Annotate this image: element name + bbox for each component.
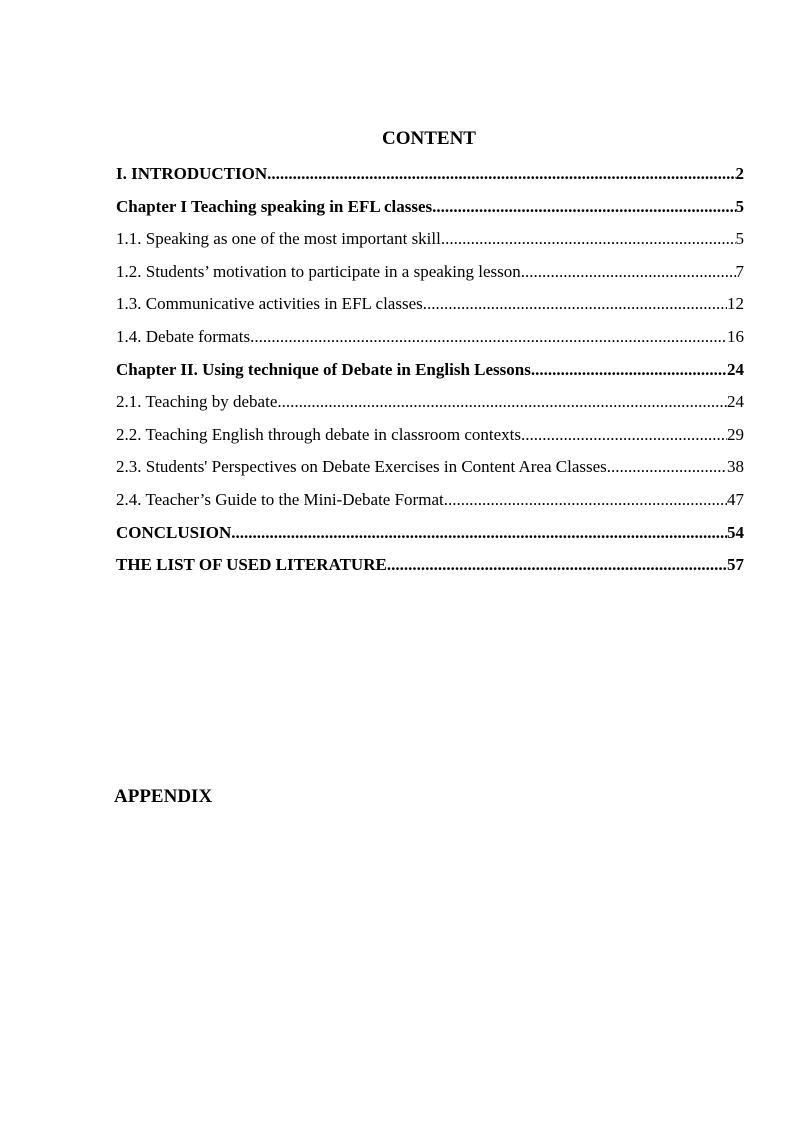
toc-entry — [116, 195, 744, 228]
toc-entry-label: 1.4. Debate formats — [116, 326, 251, 346]
dot-leader — [231, 521, 727, 545]
toc-entry — [116, 455, 744, 488]
dot-leader — [521, 260, 736, 284]
toc-entry-page: 54 — [727, 522, 744, 542]
toc-entry — [116, 358, 744, 391]
toc-entry-label: Chapter II. Using technique of Debate in English Lessons — [116, 359, 531, 379]
toc-entry-label: THE LIST OF USED LITERATURE — [116, 555, 387, 575]
toc-entry-label: 2.3. Students' Perspectives on Debate Exercises in Content Area Classes — [116, 457, 607, 477]
dot-leader — [267, 162, 735, 186]
toc-entry-page: 5 — [735, 196, 744, 216]
toc-entry — [116, 521, 744, 554]
dot-leader — [444, 488, 727, 512]
toc-entry-label: 2.1. Teaching by debate — [116, 392, 278, 412]
page-title: CONTENT — [382, 128, 476, 149]
toc-entry — [116, 423, 744, 456]
toc-entry-page: 2 — [735, 164, 744, 183]
toc-entry — [116, 553, 744, 586]
toc-entry-label: 2.4. Teacher’s Guide to the Mini-Debate Format — [116, 489, 444, 509]
toc-entry-label: 1.3. Communicative activities in EFL classes — [116, 294, 423, 314]
toc-entry — [116, 325, 744, 358]
toc-entry-page: 7 — [735, 261, 744, 281]
toc-entry-label: CONCLUSION — [116, 522, 232, 542]
dot-leader — [607, 455, 727, 479]
dot-leader — [531, 358, 727, 382]
toc-entry-page: 5 — [735, 229, 744, 249]
toc-entry-page: 57 — [727, 555, 744, 575]
dot-leader — [441, 227, 736, 251]
dot-leader — [432, 195, 735, 219]
toc-entry-label: I. INTRODUCTION — [116, 164, 268, 183]
dot-leader — [387, 553, 727, 577]
toc-entry-page: 24 — [727, 392, 744, 412]
table-of-contents — [116, 162, 744, 586]
toc-entry-label: 1.2. Students’ motivation to participate in a speaking lesson — [116, 261, 521, 281]
toc-entry — [116, 227, 744, 260]
toc-entry-page: 12 — [727, 294, 744, 314]
toc-entry-label: 1.1. Speaking as one of the most important skill — [116, 229, 441, 249]
toc-entry — [116, 162, 744, 195]
toc-entry — [116, 390, 744, 423]
dot-leader — [277, 390, 727, 414]
appendix-heading: APPENDIX — [114, 786, 213, 807]
toc-entry-page: 47 — [727, 489, 744, 509]
toc-entry-label: Chapter I Teaching speaking in EFL classes — [116, 196, 433, 216]
dot-leader — [423, 292, 727, 316]
toc-entry-page: 24 — [727, 359, 744, 379]
toc-entry-label: 2.2. Teaching English through debate in classroom contexts — [116, 424, 521, 444]
toc-entry-page: 38 — [727, 457, 744, 477]
toc-entry — [116, 260, 744, 293]
toc-entry-page: 16 — [727, 326, 744, 346]
dot-leader — [521, 423, 727, 447]
toc-entry — [116, 292, 744, 325]
toc-entry — [116, 488, 744, 521]
dot-leader — [250, 325, 727, 349]
toc-entry-page: 29 — [727, 424, 744, 444]
